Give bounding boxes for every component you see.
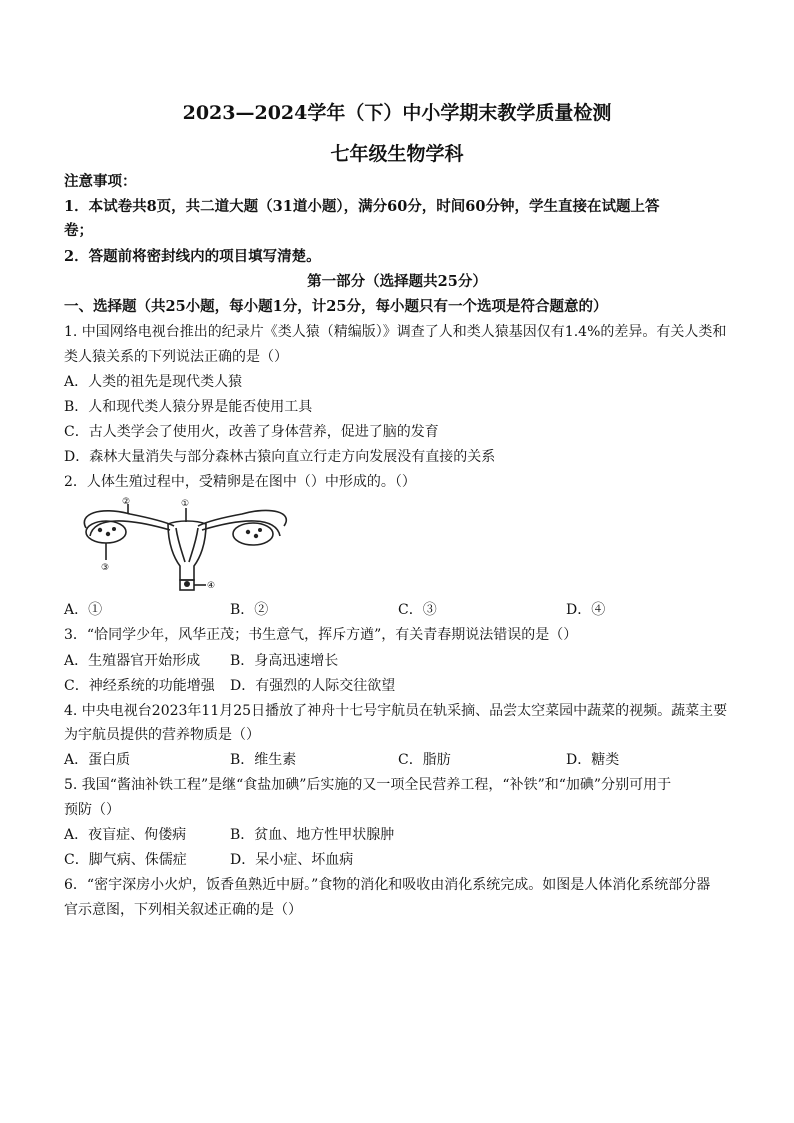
question-1-option-c: C．古人类学会了使用火，改善了身体营养，促进了脑的发育 xyxy=(64,424,439,440)
notice-item-2: 2．答题前将密封线内的项目填写清楚。 xyxy=(64,248,321,265)
notice-item-1-cont: 卷； xyxy=(64,222,93,239)
question-4-option-b: B．维生素 xyxy=(230,752,297,768)
diagram-label-4: ④ xyxy=(207,581,216,591)
diagram-label-2: ② xyxy=(122,497,131,507)
question-4-option-a: A．蛋白质 xyxy=(64,752,131,768)
question-6-stem-cont: 官示意图，下列相关叙述正确的是（） xyxy=(64,902,302,918)
female-reproductive-system-diagram xyxy=(70,496,304,592)
question-5-stem-cont: 预防（） xyxy=(64,802,120,818)
question-1-option-b: B．人和现代类人猿分界是能否使用工具 xyxy=(64,399,313,415)
question-4-stem: 4. 中央电视台2023年11月25日播放了神舟十七号宇航员在轨采摘、品尝太空菜园中蔬菜的视频。蔬菜主要 xyxy=(64,703,728,719)
subject-title: 七年级生物学科 xyxy=(330,143,464,165)
question-2-option-d: D．④ xyxy=(566,602,606,618)
question-5-option-a: A．夜盲症、佝偻病 xyxy=(64,827,187,843)
notice-item-1: 1．本试卷共8页，共二道大题（31道小题），满分60分，时间60分钟，学生直接在试题上答 xyxy=(64,198,660,215)
question-4-option-c: C．脂肪 xyxy=(398,752,451,768)
diagram-label-1: ① xyxy=(181,499,190,509)
right-fallopian-tube xyxy=(198,510,286,526)
question-3-option-a: A．生殖器官开始形成 xyxy=(64,653,201,669)
question-1-stem: 1. 中国网络电视台推出的纪录片《类人猿（精编版）》调查了人和类人猿基因仅有1.4%的差异。有关人类和 xyxy=(64,324,727,340)
question-3-option-d: D．有强烈的人际交往欲望 xyxy=(230,678,396,694)
question-4-option-d: D．糖类 xyxy=(566,752,620,768)
question-5-option-b: B．贫血、地方性甲状腺肿 xyxy=(230,827,395,843)
question-1-option-a: A．人类的祖先是现代类人猿 xyxy=(64,374,243,390)
question-5-stem: 5. 我国“酱油补铁工程”是继“食盐加碘”后实施的又一项全民营养工程，“补铁”和“加碘”分别可用于 xyxy=(64,777,672,793)
question-3-stem: 3．“恰同学少年，风华正茂；书生意气，挥斥方遒”，有关青春期说法错误的是（） xyxy=(64,627,578,643)
question-3-option-c: C．神经系统的功能增强 xyxy=(64,678,215,694)
question-4-stem-cont: 为宇航员提供的营养物质是（） xyxy=(64,727,260,743)
notice-heading: 注意事项： xyxy=(64,173,137,190)
question-1-option-d: D．森林大量消失与部分森林古猿向直立行走方向发展没有直接的关系 xyxy=(64,449,496,465)
diagram-label-3: ③ xyxy=(101,563,110,573)
question-2-option-c: C．③ xyxy=(398,602,437,618)
part-heading: 第一部分（选择题共25分） xyxy=(307,273,487,290)
question-5-option-c: C．脚气病、侏儒症 xyxy=(64,852,187,868)
section-heading: 一、选择题（共25小题，每小题1分，计25分，每小题只有一个选项是符合题意的） xyxy=(64,298,608,315)
exam-title: 2023—2024学年（下）中小学期末教学质量检测 xyxy=(182,102,612,124)
question-3-option-b: B．身高迅速增长 xyxy=(230,653,339,669)
right-ovary xyxy=(233,523,273,545)
question-1-stem-cont: 类人猿关系的下列说法正确的是（） xyxy=(64,349,288,365)
question-2-stem: 2．人体生殖过程中，受精卵是在图中（）中形成的。（） xyxy=(64,474,416,490)
question-5-option-d: D．呆小症、坏血病 xyxy=(230,852,354,868)
question-2-option-a: A．① xyxy=(64,602,103,618)
question-6-stem: 6．“密宇深房小火炉，饭香鱼熟近中厨。”食物的消化和吸收由消化系统完成。如图是人体消化系统部分器 xyxy=(64,877,711,893)
question-2-option-b: B．② xyxy=(230,602,269,618)
uterus xyxy=(168,521,206,580)
